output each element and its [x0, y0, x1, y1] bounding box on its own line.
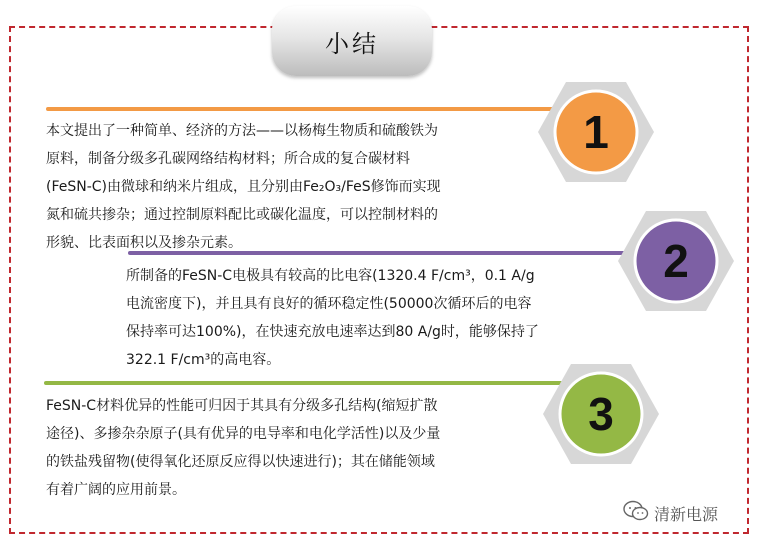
wechat-icon	[623, 500, 649, 526]
section-2-number: 2	[663, 235, 689, 287]
section-1-line: 原料，制备分级多孔碳网络结构材料；所合成的复合碳材料	[46, 151, 410, 167]
section-1-number-badge	[536, 80, 656, 184]
section-3-line: FeSN-C材料优异的性能可归因于其具有分级多孔结构(缩短扩散	[46, 398, 438, 414]
section-2-text	[126, 262, 616, 374]
section-2-line: 322.1 F/cm³的高电容。	[126, 352, 281, 368]
section-2-line: 保持率可达100%)，在快速充放电速率达到80 A/g时，能够保持了	[126, 324, 539, 340]
section-2-number-badge	[616, 209, 736, 313]
section-3-number-badge	[541, 362, 661, 466]
section-2-line: 所制备的FeSN-C电极具有较高的比电容(1320.4 F/cm³，0.1 A/g	[126, 268, 535, 284]
watermark	[623, 500, 718, 526]
section-3-line: 的铁盐残留物(使得氧化还原反应得以快速进行)；其在储能领域	[46, 454, 435, 470]
section-1-number: 1	[583, 106, 609, 158]
section-1-rule	[46, 107, 566, 111]
section-1-text	[46, 117, 551, 257]
title-tab	[272, 6, 432, 76]
section-3-number: 3	[588, 388, 614, 440]
page-title: 小结	[325, 29, 379, 58]
section-1-line: 本文提出了一种简单、经济的方法——以杨梅生物质和硫酸铁为	[46, 123, 438, 139]
section-1-line: 形貌、比表面积以及掺杂元素。	[46, 235, 242, 251]
section-2-line: 电流密度下)，并且具有良好的循环稳定性(50000次循环后的电容	[126, 296, 532, 312]
section-3-line: 有着广阔的应用前景。	[46, 482, 186, 498]
watermark-text: 清新电源	[654, 504, 719, 524]
section-1-line: 氮和硫共掺杂；通过控制原料配比或碳化温度，可以控制材料的	[46, 207, 438, 223]
section-3-text	[46, 392, 546, 504]
section-3-rule	[44, 381, 564, 385]
section-2-rule	[128, 251, 638, 255]
section-3-line: 途径)、多掺杂杂原子(具有优异的电导率和电化学活性)以及少量	[46, 426, 441, 442]
section-1-line: (FeSN-C)由微球和纳米片组成，且分别由Fe₂O₃/FeS修饰而实现	[46, 179, 441, 195]
